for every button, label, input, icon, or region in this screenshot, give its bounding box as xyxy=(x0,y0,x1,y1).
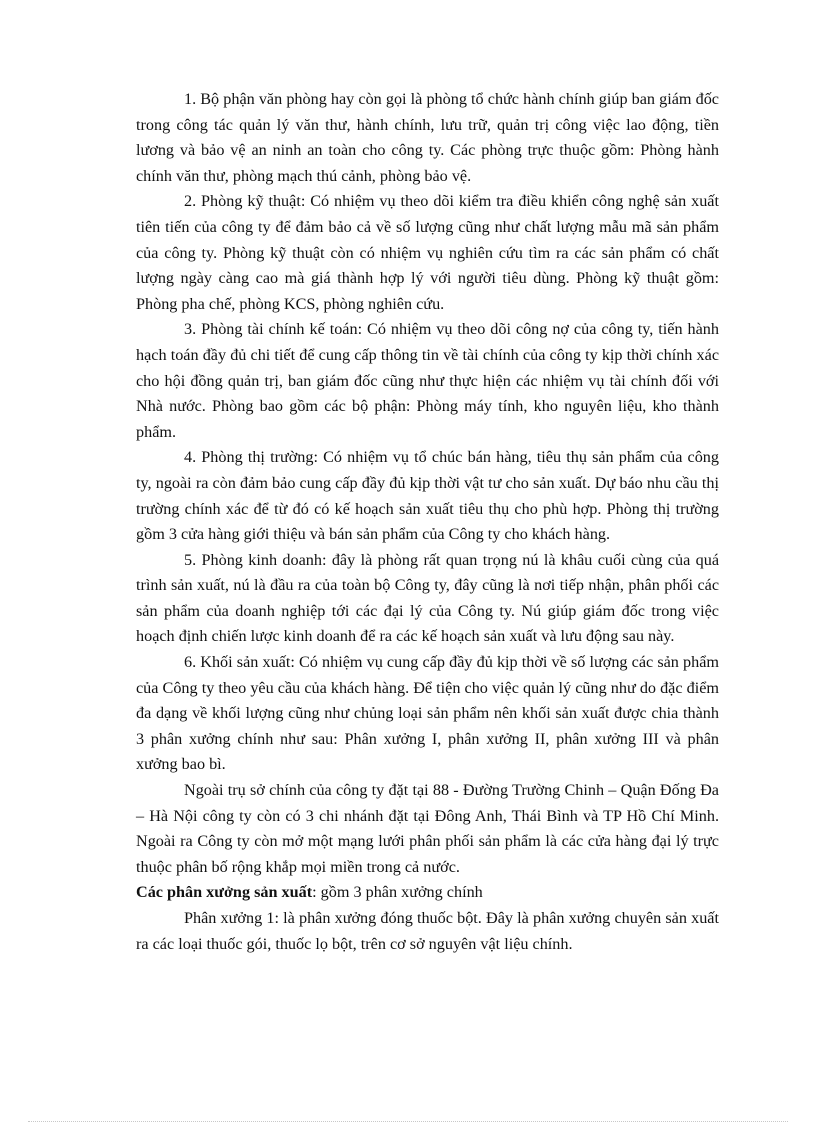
paragraph-finance: 3. Phòng tài chính kế toán: Có nhiệm vụ theo dõi công nợ của công ty, tiến hành hạch toán đầy đủ chi tiết để cung cấp thông tin về tài chính của công ty kịp thời chính xác cho hội đồng quản trị, ban giám đốc cũng như thực hiện các nhiệm vụ tài chính đối với Nhà nước. Phòng bao gồm các bộ phận: Phòng máy tính, kho nguyên liệu, kho thành phẩm. xyxy=(136,320,719,441)
section-title: Các phân xưởng sản xuất xyxy=(136,883,313,902)
paragraph-office: 1. Bộ phận văn phòng hay còn gọi là phòng tổ chức hành chính giúp ban giám đốc trong công tác quản lý văn thư, hành chính, lưu trữ, quản trị công việc lao động, tiền lương và bảo vệ an ninh an toàn cho công ty. Các phòng trực thuộc gồm: Phòng hành chính văn thư, phòng mạch thú cảnh, phòng bảo vệ. xyxy=(136,90,719,185)
document-page xyxy=(136,87,719,957)
section-title-rest: : gồm 3 phân xưởng chính xyxy=(312,883,483,902)
paragraph-production: 6. Khối sản xuất: Có nhiệm vụ cung cấp đầy đủ kịp thời về số lượng các sản phẩm của Công ty theo yêu cầu của khách hàng. Để tiện cho việc quản lý cũng như do đặc điểm đa dạng về khối lượng cũng như chủng loại sản phẩm nên khối sản xuất được chia thành 3 phân xưởng chính như sau: Phân xưởng I, phân xưởng II, phân xưởng III và phân xưởng bao bì. xyxy=(136,653,719,774)
footer-dotted-rule xyxy=(28,1121,788,1122)
paragraph-market: 4. Phòng thị trường: Có nhiệm vụ tổ chúc bán hàng, tiêu thụ sản phẩm của công ty, ngoài ra còn đảm bảo cung cấp đầy đủ kịp thời vật tư cho sản xuất. Dự báo nhu cầu thị trường chính xác để từ đó có kế hoạch sản xuất tiêu thụ cho phù hợp. Phòng thị trường gồm 3 cửa hàng giới thiệu và bán sản phẩm của Công ty cho khách hàng. xyxy=(136,448,719,544)
paragraph-workshop-1: Phân xưởng 1: là phân xưởng đóng thuốc bột. Đây là phân xưởng chuyên sản xuất ra các loại thuốc gói, thuốc lọ bột, trên cơ sở nguyên vật liệu chính. xyxy=(136,909,719,953)
paragraph-technical: 2. Phòng kỹ thuật: Có nhiệm vụ theo dõi kiểm tra điều khiển công nghệ sản xuất tiên tiến của công ty để đảm bảo cả về số lượng cũng như chất lượng mẫu mã sản phẩm của công ty. Phòng kỹ thuật còn có nhiệm vụ nghiên cứu tìm ra các sản phẩm có chất lượng ngày càng cao mà giá thành hợp lý với người tiêu dùng. Phòng kỹ thuật gồm: Phòng pha chế, phòng KCS, phòng nghiên cứu. xyxy=(136,192,719,313)
section-heading-line xyxy=(136,880,719,906)
paragraph-business: 5. Phòng kinh doanh: đây là phòng rất quan trọng nú là khâu cuối cùng của quá trình sản xuất, nú là đầu ra của toàn bộ Công ty, đây cũng là nơi tiếp nhận, phân phối các sản phẩm của doanh nghiệp tới các đại lý của Công ty. Nú giúp giám đốc trong việc hoạch định chiến lược kinh doanh để ra các kế hoạch sản xuất và lưu động sau này. xyxy=(136,550,719,646)
paragraph-headquarters: Ngoài trụ sở chính của công ty đặt tại 88 - Đường Trường Chinh – Quận Đống Đa – Hà Nội công ty còn có 3 chi nhánh đặt tại Đông Anh, Thái Bình và TP Hồ Chí Minh. Ngoài ra Công ty còn mở một mạng lưới phân phối sản phẩm là các cửa hàng đại lý trực thuộc phân bố rộng khắp mọi miền trong cả nước. xyxy=(136,781,719,876)
